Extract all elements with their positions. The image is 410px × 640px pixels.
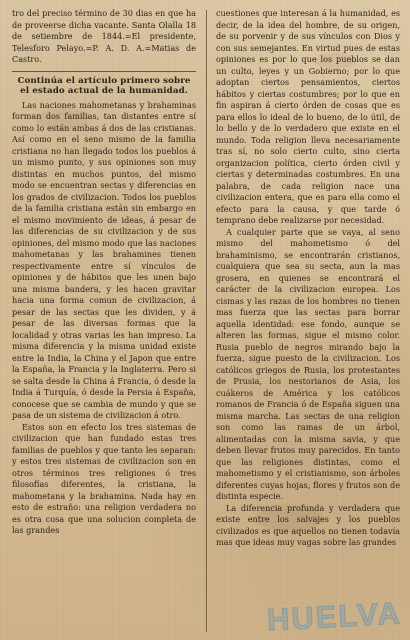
body-paragraph: Las naciones mahometanas y brahaminas forman dos familias, tan distantes entre sí como lo están ambas á dos de las cristianas. Así como en el seno mismo de la familia cristiana no han llegado todos los pueblos á un mismo punto, y sus opiniones son muy distintas en muchos puntos, del mismo modo se encuentran sectas y diferencias en los grados de civilizacion. Todos los pueblos de la familia cristiana están sin embargo en el mismo movimiento de ideas, á pesar de las diferencias de su civilizacion y de sus opiniones, del mismo modo que las naciones mahometanas y las brahamines tienen respectivamente entre sí vínculos de opiniones y de hábitos que les unen bajo una misma bandera, y les hacen gravitar hacia una forma comun de civilizacion, á pesar de las sectas que les dividen, y á pesar de las diversas formas que la localidad y otras varias les han impreso. La misma diferencia y la misma unidad existe entre la India, la China y el Japon que entre la España, la Francia y la Inglaterra. Pero si se salta desde la China á Francia, ó desde la India á Turquía, ó desde la Persia á España, conocese que se cambia de mundo y que se pasa de un sistema de civilizacion á otro. [12, 99, 197, 420]
article-title-line: Continúa el artículo primero sobre [17, 75, 191, 86]
text-columns [12, 8, 400, 632]
article-title [12, 76, 196, 97]
body-paragraph: cuestiones que interesan á la humanidad, es decir, de la idea del hombre, de su origen, de su porvenir y de sus vínculos con Dios y con sus semejantes. En virtud pues de estas opiniones es por lo que los pueblos se dan un culto, leyes y un Gobierno; por lo que adoptan ciertos pensamientos, ciertos hábitos y ciertas costumbres; por lo que en fin aspiran á cierto órden de cosas que es para ellos lo ideal de lo bueno, de lo útil, de lo bello y de lo verdadero que existe en el mundo. Toda religion lleva necesariamente tras sí, no solo cierto culto, sino cierta organizacion política, cierto órden civil y ciertas y determinadas costumbres. En una palabra, de cada religion nace una civilizacion entera, que es para ella como el efecto para la causa, y que tarde ó temprano debe realizarse por necesidad. [216, 8, 401, 225]
body-paragraph: A cualquier parte que se vaya, al seno mismo del mahometismo ó del brahaminismo, se encontrarán cristianos, cualquiera que sea su secta, aun la mas grosera, en quienes se encontrará el carácter de la civilizacion europea. Los cismas y las razas de los hombres no tienen mas fuerza que las sectas para borrar aquella identidad: ese fondo, aunque se alteren las formas, sigue el mismo color. Rusia pueblo de negros mirando bajo la fuerza, sigue puesto de la civilizacion. Los católicos griegos de Rusia, los protestantes de Prusia, los nestorianos de Asia, los cuákeros de América y los católicos romanos de Francia ó de España siguen una misma marcha. Las sectas de una religion son como las ramas de un árbol, alimentadas con la misma savia, y que deben llevar frutos muy parecidos. En tanto que las religiones distintas, como el mahometismo y el cristianismo, son árboles diferentes cuyas hojas, flores y frutos son de distinta especie. [216, 226, 401, 501]
article-title-line: el estado actual de la humanidad. [20, 86, 188, 96]
right-column [216, 8, 400, 632]
section-rule [12, 71, 196, 72]
archive-watermark: HUELVA [266, 595, 403, 638]
opening-paragraph: tro del preciso término de 30 dias en que ha de proveerse dicha vacante. Santa Olalla 18 de setiembre de 1844.=El presidente, Telesforo Pelayo.=P. A. D. A.=Matias de Castro. [12, 8, 197, 64]
column-divider [206, 10, 207, 632]
body-paragraph: La diferencia profunda y verdadera que existe entre los salvajes y los pueblos civilizados es que aquellos no tienen todavía mas que ideas muy vagas sobre las grandes [216, 502, 401, 547]
body-paragraph: Estos son en efecto los tres sistemas de civilizacion que han fundado estas tres familias de pueblos y que tanto les separan: y estos tres sistemas de civilizacion son en otros términos tres religiones ó tres filosofías diferentes, la cristiana, la mahometana y la brahamina. Nada hay en esto de estraño: una religion verdadera no es otra cosa que una solucion completa de las grandes [12, 421, 197, 535]
left-column [12, 8, 196, 632]
